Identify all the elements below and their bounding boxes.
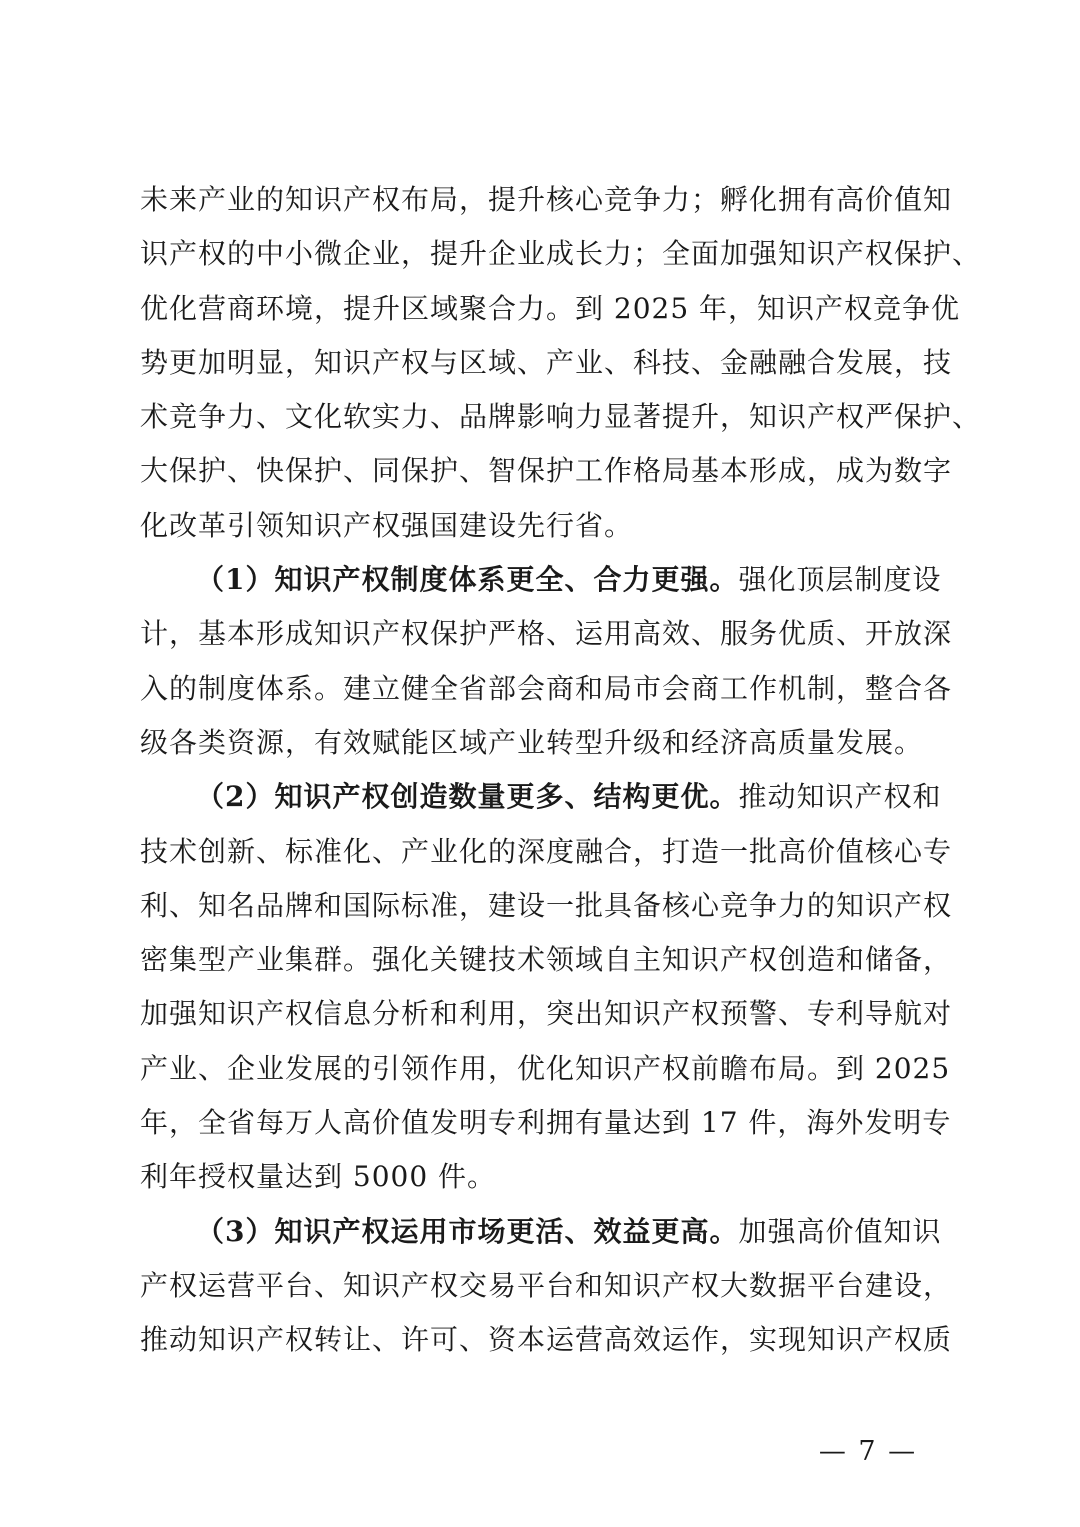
line-text: 产业、企业发展的引领作用，优化知识产权前瞻布局。到 2025 [140,1051,951,1085]
bold-heading: （1）知识产权制度体系更全、合力更强。 [196,563,739,597]
text-line [140,1047,951,1101]
line-text: 大保护、快保护、同保护、智保护工作格局基本形成，成为数字 [140,454,953,488]
paragraph [140,178,982,558]
line-text: 势更加明显，知识产权与区域、产业、科技、金融融合发展，技 [140,345,953,379]
bold-heading: （2）知识产权创造数量更多、结构更优。 [196,780,739,814]
line-text: 识产权的中小微企业，提升企业成长力；全面加强知识产权保护、 [140,237,982,271]
text-line [140,178,953,232]
text-line [140,992,953,1046]
line-text: 化改革引领知识产权强国建设先行省。 [140,508,634,542]
line-text: 推动知识产权转让、许可、资本运营高效运作，实现知识产权质 [140,1323,953,1357]
line-text: 加强知识产权信息分析和利用，突出知识产权预警、专利导航对 [140,997,953,1031]
line-text: 利、知名品牌和国际标准，建设一批具备核心竞争力的知识产权 [140,888,953,922]
text-line [140,395,982,449]
text-line [140,775,940,829]
text-line [140,938,953,992]
line-text: 术竞争力、文化软实力、品牌影响力显著提升，知识产权严保护、 [140,400,982,434]
line-text: 优化营商环境，提升区域聚合力。到 2025 年，知识产权竞争优 [140,291,961,325]
line-text: 技术创新、标准化、产业化的深度融合，打造一批高价值核心专 [140,834,953,868]
line-text: 年，全省每万人高价值发明专利拥有量达到 17 件，海外发明专 [140,1106,952,1140]
text-line [140,1155,940,1209]
text-line [140,884,953,938]
text-line [140,667,953,721]
paragraph [140,558,953,775]
line-text: 入的制度体系。建立健全省部会商和局市会商工作机制，整合各 [140,671,953,705]
text-line [140,1101,952,1155]
text-line [140,721,940,775]
line-text: 级各类资源，有效赋能区域产业转型升级和经济高质量发展。 [140,725,924,759]
text-line [140,449,953,503]
text-line [140,1264,953,1318]
text-line [140,287,961,341]
paragraph [140,1210,953,1373]
text-line [140,1318,953,1372]
paragraph [140,775,953,1209]
page-number: — 7 — [818,1436,918,1467]
text-line [140,504,940,558]
text-line [140,341,953,395]
line-text: 密集型产业集群。强化关键技术领域自主知识产权创造和储备， [140,943,953,977]
text-line [140,1210,940,1264]
body-text [140,178,982,1373]
line-text: 强化顶层制度设 [738,563,942,597]
line-text: 利年授权量达到 5000 件。 [140,1160,497,1194]
text-line [140,232,982,286]
bold-heading: （3）知识产权运用市场更活、效益更高。 [196,1214,739,1248]
line-text: 未来产业的知识产权布局，提升核心竞争力；孵化拥有高价值知 [140,183,953,216]
text-line [140,612,953,666]
line-text: 产权运营平台、知识产权交易平台和知识产权大数据平台建设， [140,1268,953,1302]
text-line [140,558,940,612]
text-line [140,830,953,884]
line-text: 计，基本形成知识产权保护严格、运用高效、服务优质、开放深 [140,617,953,651]
line-text: 加强高价值知识 [738,1214,942,1248]
line-text: 推动知识产权和 [738,780,942,814]
